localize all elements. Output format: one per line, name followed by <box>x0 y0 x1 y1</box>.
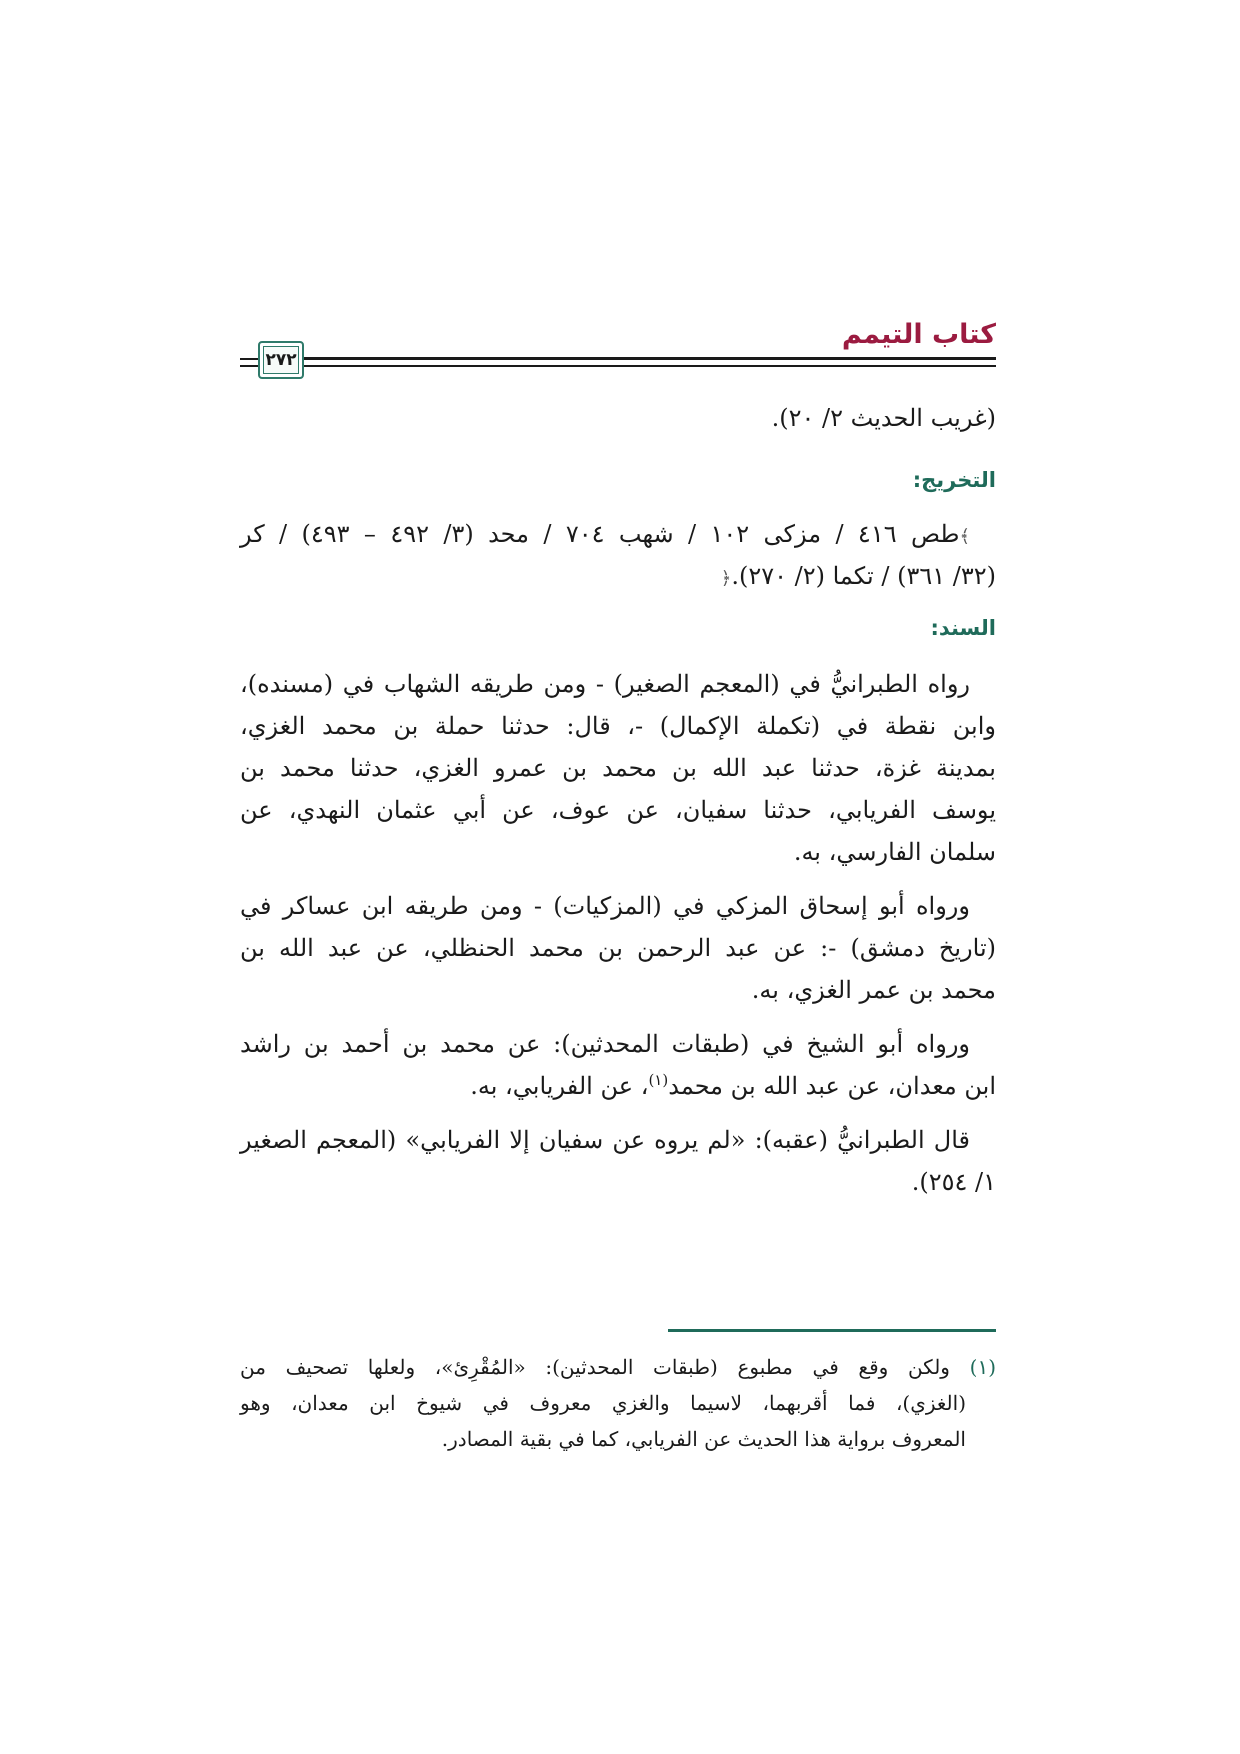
paragraph3-line-2-start: ابن معدان، عن عبد الله بن محمد <box>668 1072 996 1100</box>
paragraph4-line-1: قال الطبرانيُّ (عقبه): «لم يروه عن سفيان إلا الفريابي» (المعجم الصغير <box>240 1126 970 1154</box>
footnote-reference[interactable]: (١) <box>648 1071 669 1089</box>
bracket-open-glyph: ﴾ <box>959 526 971 547</box>
takhrij-line-2 <box>240 560 996 595</box>
paragraph1-line-1: رواه الطبرانيُّ في (المعجم الصغير) - ومن طريقه الشهاب في (مسنده)، <box>240 670 970 698</box>
header-rule-bottom <box>304 365 996 367</box>
paragraph1-line-4: يوسف الفريابي، حدثنا سفيان، عن عوف، عن أبي عثمان النهدي، عن <box>240 796 996 824</box>
header-rule-left-top <box>240 358 258 360</box>
page-header <box>240 318 996 390</box>
bracket-close-glyph: ﴿ <box>720 568 732 589</box>
paragraph2-line-1: ورواه أبو إسحاق المزكي في (المزكيات) - ومن طريقه ابن عساكر في <box>240 892 970 920</box>
header-rule-top <box>304 357 996 360</box>
takhrij-line-1-text: طص ٤١٦ / مزكى ١٠٢ / شهب ٧٠٤ / محد (٣/ ٤٩٢ – ٤٩٣) / كر <box>240 520 960 548</box>
page-number-badge <box>258 341 304 379</box>
takhrij-line-2-text: (٣٢/ ٣٦١) / تكما (٢/ ٢٧٠). <box>731 562 996 590</box>
footnote-line-1-text: ولكن وقع في مطبوع (طبقات المحدثين): «المُقْرِئ»، ولعلها تصحيف من <box>240 1355 950 1379</box>
footnote-line-2: (الغزي)، فما أقربهما، لاسيما والغزي معروف في شيوخ ابن معدان، وهو <box>240 1391 966 1415</box>
paragraph2-line-3: محمد بن عمر الغزي، به. <box>751 976 996 1004</box>
book-title: كتاب التيمم <box>841 319 996 350</box>
paragraph2-line-2: (تاريخ دمشق) -: عن عبد الرحمن بن محمد الحنظلي، عن عبد الله بن <box>240 934 996 962</box>
book-page <box>240 318 996 1618</box>
paragraph3-line-2 <box>240 1070 996 1102</box>
paragraph1-line-3: بمدينة غزة، حدثنا عبد الله بن محمد بن عمرو الغزي، حدثنا محمد بن <box>240 754 996 782</box>
intro-line: (غريب الحديث ٢/ ٢٠). <box>771 404 996 432</box>
paragraph4-line-2: ١/ ٢٥٤). <box>911 1168 996 1196</box>
page-number: ٢٧٢ <box>265 350 297 370</box>
paragraph1-line-2: وابن نقطة في (تكملة الإكمال) -، قال: حدثنا حملة بن محمد الغزي، <box>240 712 996 740</box>
paragraph3-line-2-end: ، عن الفريابي، به. <box>470 1072 649 1100</box>
footnote-line-1 <box>240 1352 996 1382</box>
paragraph1-line-5: سلمان الفارسي، به. <box>793 838 996 866</box>
takhrij-heading: التخريج: <box>912 468 996 492</box>
footnote-divider <box>668 1329 996 1332</box>
footnote-line-3: المعروف برواية هذا الحديث عن الفريابي، كما في بقية المصادر. <box>441 1427 966 1451</box>
takhrij-line-1 <box>240 518 996 553</box>
footnote-marker: (١) <box>969 1355 997 1379</box>
paragraph3-line-1: ورواه أبو الشيخ في (طبقات المحدثين): عن محمد بن أحمد بن راشد <box>240 1030 970 1058</box>
header-rule-left-bottom <box>240 365 258 367</box>
sanad-heading: السند: <box>930 616 996 640</box>
